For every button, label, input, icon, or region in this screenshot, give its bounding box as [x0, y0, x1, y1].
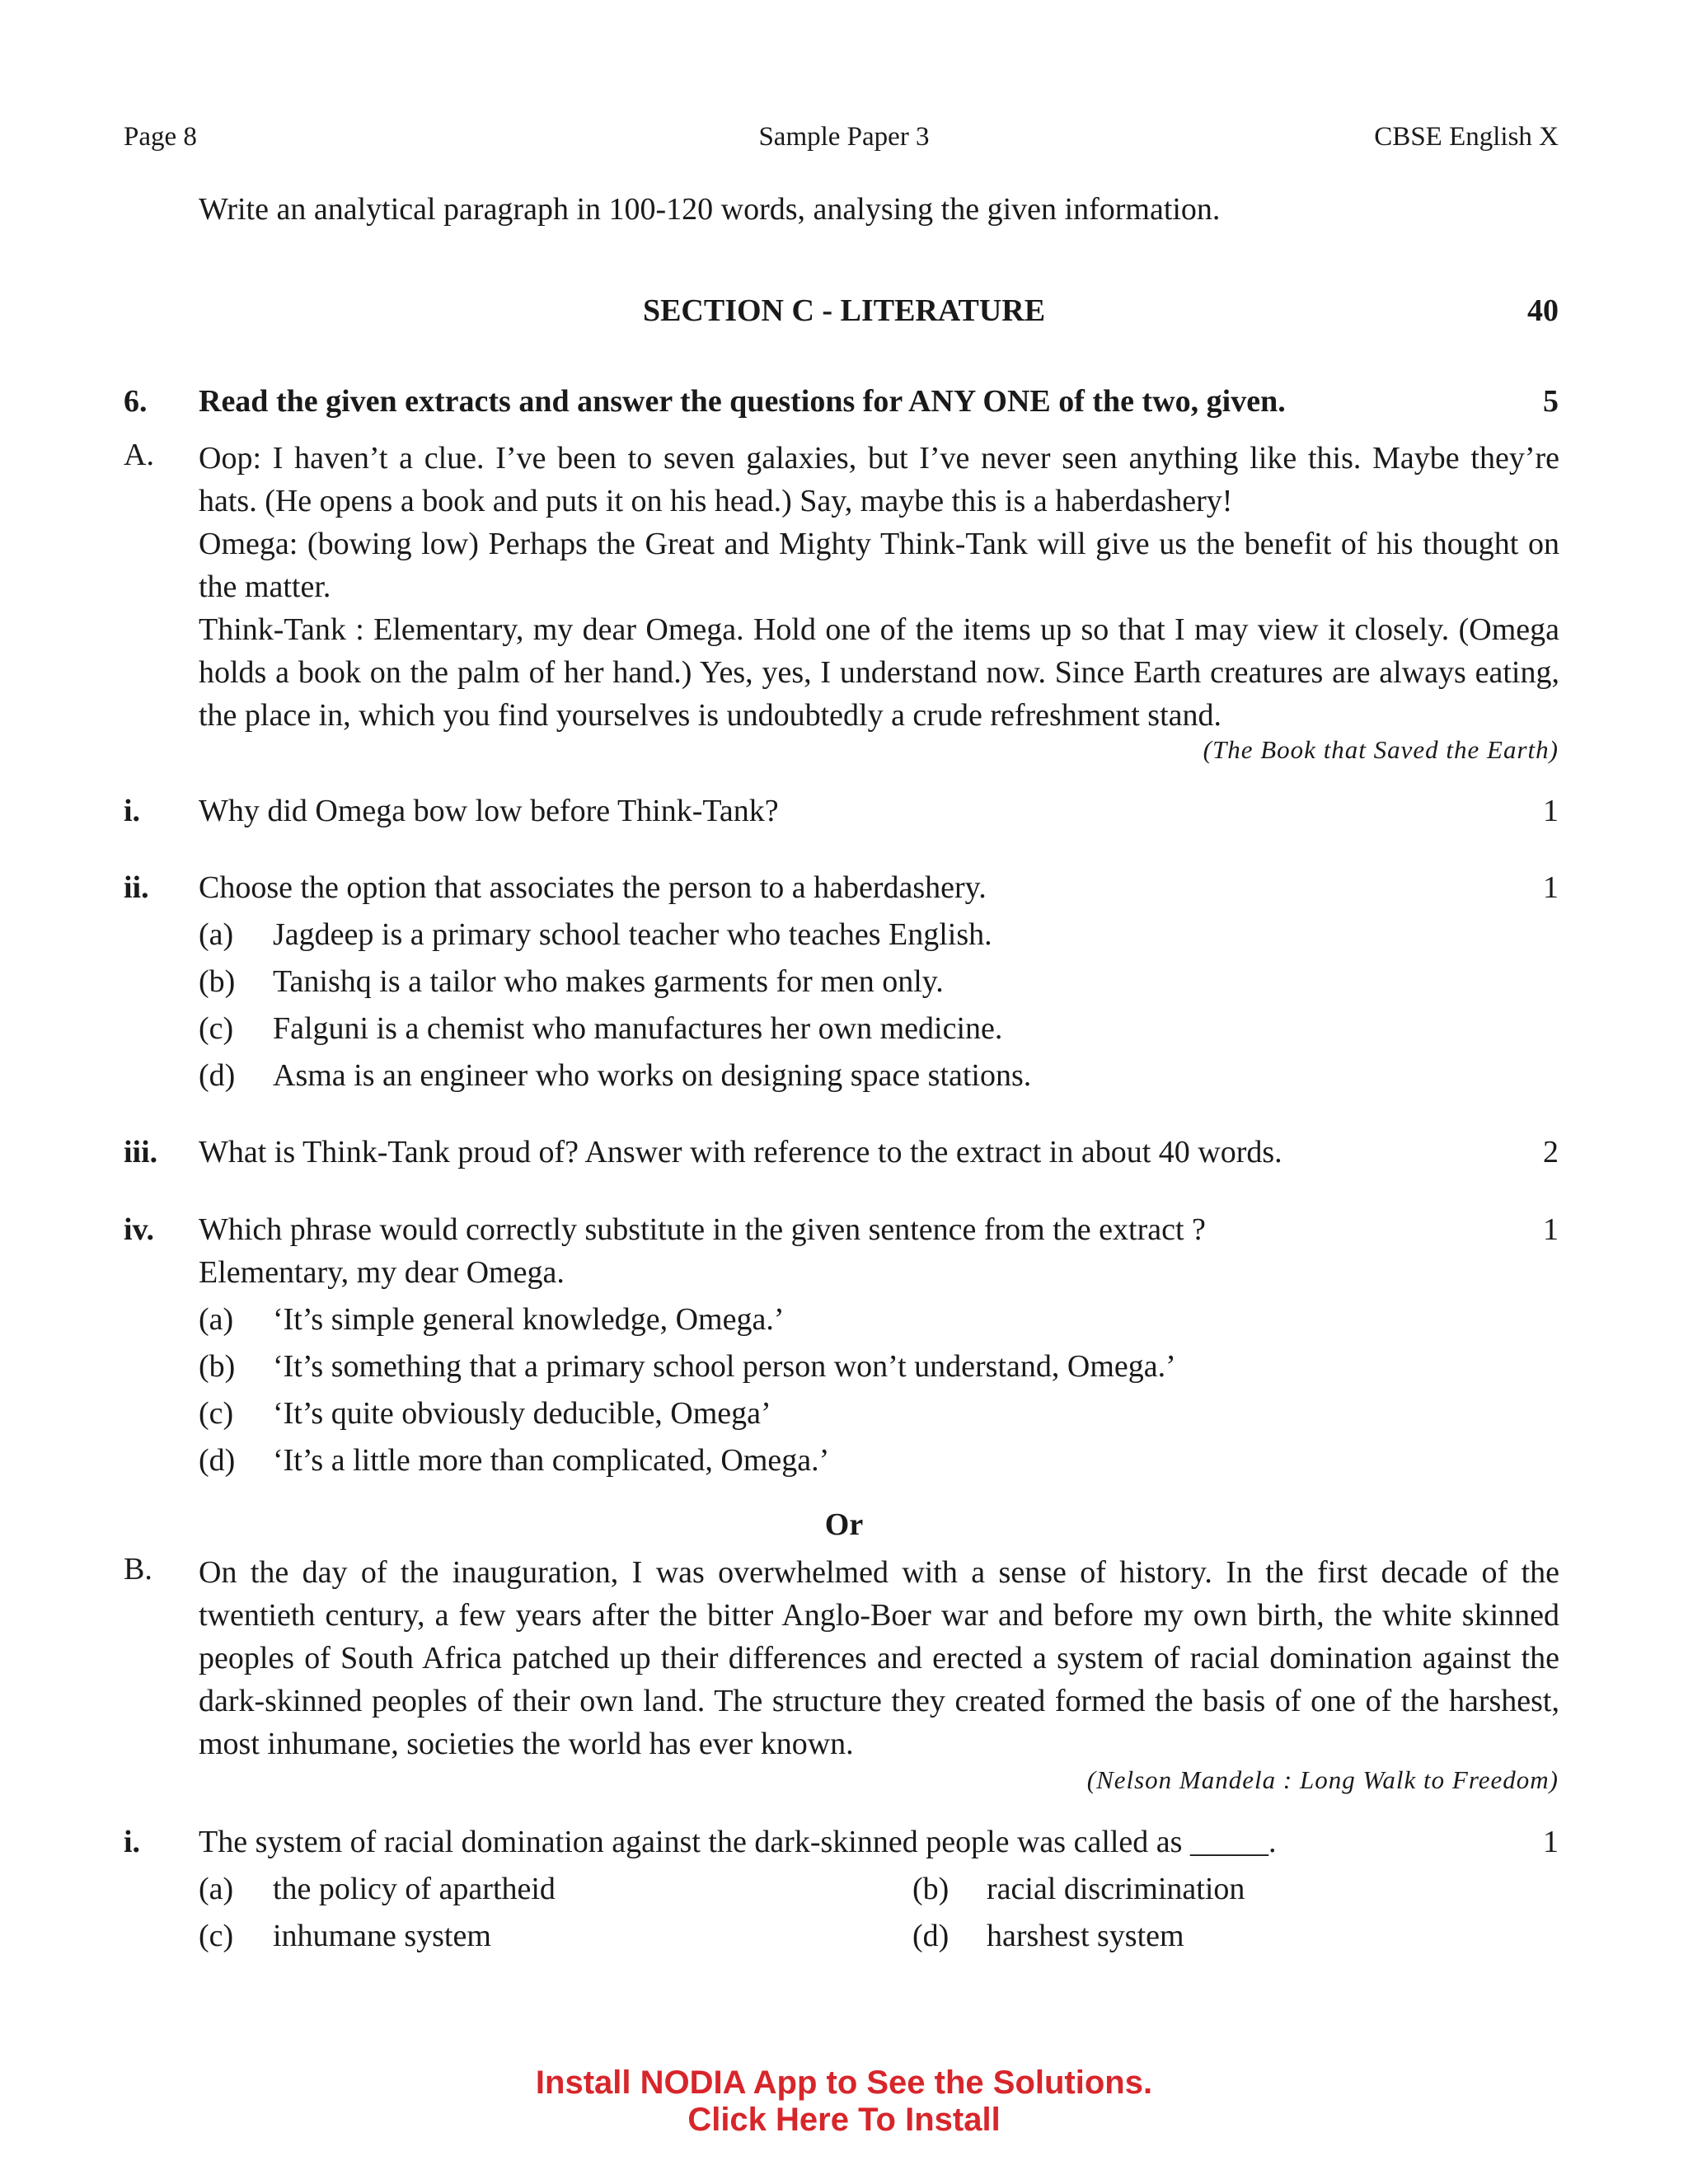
question-number: iii. — [124, 1135, 158, 1169]
option-label: (a) — [199, 1872, 234, 1906]
extract-a-paragraph: Omega: (bowing low) Perhaps the Great and Mighty Think-Tank will give us the benefit of his thought on the matter. — [199, 527, 1559, 604]
option-text: Falguni is a chemist who manufactures her own medicine. — [273, 1011, 1003, 1046]
option-label: (d) — [199, 1058, 236, 1093]
question-marks: 5 — [1543, 384, 1559, 419]
option-text: ‘It’s simple general knowledge, Omega.’ — [273, 1302, 785, 1337]
question-marks: 1 — [1543, 870, 1559, 905]
extract-b-paragraph: On the day of the inauguration, I was overwhelmed with a sense of history. In the first decade of the twentieth century, a few years after the bitter Anglo-Boer war and before my own birth, the white skinned peoples of South Africa patched up their differences and erected a system of racial domination against the dark-skinned peoples of their own land. The structure they created formed the basis of one of the harshest, most inhumane, societies the world has ever known. — [199, 1555, 1559, 1761]
question-text: Choose the option that associates the person to a haberdashery. — [199, 870, 987, 905]
option-text: ‘It’s a little more than complicated, Omega.’ — [273, 1443, 830, 1478]
question-marks: 1 — [1543, 1825, 1559, 1859]
part-a-label: A. — [124, 438, 154, 472]
question-text: The system of racial domination against the dark-skinned people was called as _____. — [199, 1825, 1277, 1859]
question-text: Why did Omega bow low before Think-Tank? — [199, 794, 779, 828]
option-label: (b) — [912, 1872, 950, 1906]
option-label: (c) — [199, 1919, 234, 1953]
option-text: racial discrimination — [987, 1872, 1245, 1906]
question-subtext: Elementary, my dear Omega. — [199, 1255, 565, 1290]
option-label: (a) — [199, 1302, 234, 1337]
extract-b — [199, 1551, 1559, 1765]
option-label: (c) — [199, 1396, 234, 1431]
extract-a-citation: (The Book that Saved the Earth) — [1203, 735, 1559, 764]
option-label: (d) — [199, 1443, 236, 1478]
option-text: ‘It’s quite obviously deducible, Omega’ — [273, 1396, 771, 1431]
section-marks: 40 — [1527, 293, 1559, 328]
option-label: (b) — [199, 964, 236, 999]
option-label: (d) — [912, 1919, 950, 1953]
extract-a — [199, 437, 1559, 737]
part-b-label: B. — [124, 1552, 152, 1586]
option-label: (a) — [199, 917, 234, 952]
question-number: 6. — [124, 384, 148, 419]
question-text: What is Think-Tank proud of? Answer with reference to the extract in about 40 words. — [199, 1135, 1282, 1169]
option-text: Tanishq is a tailor who makes garments for men only. — [273, 964, 944, 999]
or-divider: Or — [824, 1507, 864, 1542]
page-number: Page 8 — [124, 122, 197, 152]
option-label: (b) — [199, 1349, 236, 1384]
question-number: ii. — [124, 870, 149, 905]
question-marks: 1 — [1543, 794, 1559, 828]
question-marks: 1 — [1543, 1212, 1559, 1247]
section-title: SECTION C - LITERATURE — [642, 293, 1046, 328]
option-label: (c) — [199, 1011, 234, 1046]
extract-b-citation: (Nelson Mandela : Long Walk to Freedom) — [1086, 1765, 1559, 1794]
question-number: i. — [124, 794, 141, 828]
extract-a-paragraph: Think-Tank : Elementary, my dear Omega. Hold one of the items up so that I may view it closely. (Omega holds a book on the palm of her hand.) Yes, yes, I understand now. Since Earth creatures are always eating, the place in, which you find yourselves is undoubtedly a crude refreshment stand. — [199, 612, 1559, 733]
option-text: Jagdeep is a primary school teacher who teaches English. — [273, 917, 992, 952]
question-number: iv. — [124, 1212, 154, 1247]
intro-instruction: Write an analytical paragraph in 100-120 words, analysing the given information. — [199, 192, 1221, 227]
option-text: inhumane system — [273, 1919, 491, 1953]
question-text: Read the given extracts and answer the questions for ANY ONE of the two, given. — [199, 384, 1286, 419]
question-text: Which phrase would correctly substitute in the given sentence from the extract ? — [199, 1212, 1206, 1247]
question-number: i. — [124, 1825, 141, 1859]
option-text: the policy of apartheid — [273, 1872, 556, 1906]
extract-a-paragraph: Oop: I haven’t a clue. I’ve been to seven galaxies, but I’ve never seen anything like this. Maybe they’re hats. (He opens a book and puts it on his head.) Say, maybe this is a haberdashery! — [199, 441, 1559, 518]
question-marks: 2 — [1543, 1135, 1559, 1169]
option-text: ‘It’s something that a primary school person won’t understand, Omega.’ — [273, 1349, 1176, 1384]
option-text: Asma is an engineer who works on designing space stations. — [273, 1058, 1032, 1093]
install-app-link[interactable]: Install NODIA App to See the Solutions. — [535, 2064, 1153, 2101]
click-install-link[interactable]: Click Here To Install — [687, 2102, 1001, 2138]
option-text: harshest system — [987, 1919, 1184, 1953]
subject-title: CBSE English X — [1374, 122, 1559, 152]
paper-title: Sample Paper 3 — [758, 122, 930, 152]
